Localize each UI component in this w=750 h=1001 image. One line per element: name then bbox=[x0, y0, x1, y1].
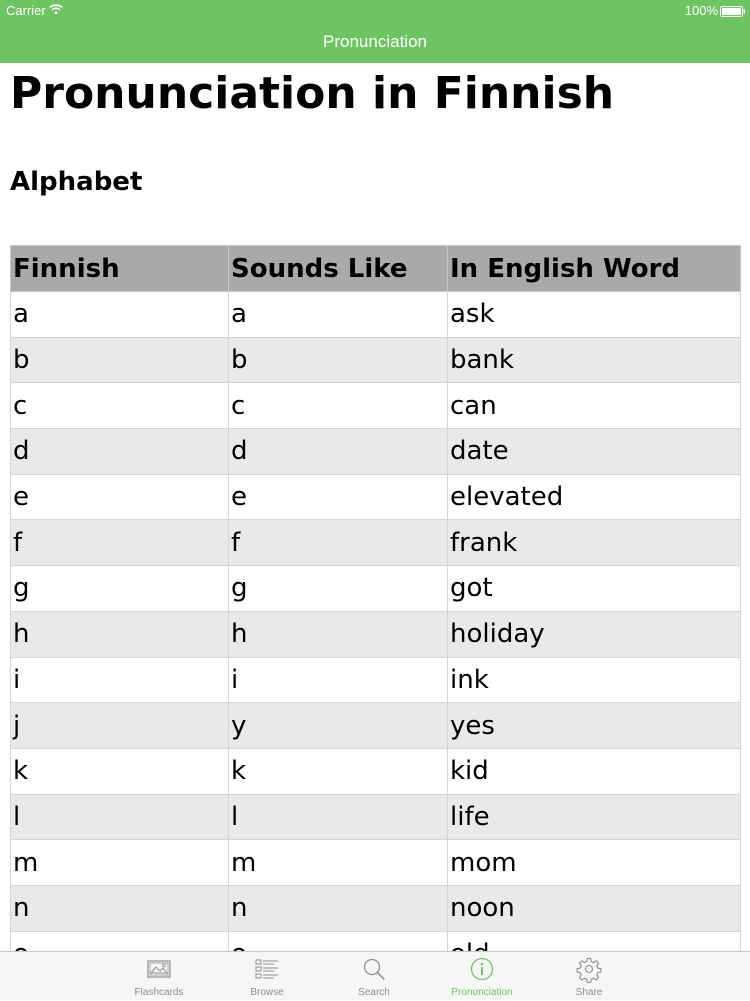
table-row bbox=[11, 383, 741, 429]
search-icon bbox=[361, 956, 387, 982]
cell-sounds-like: a bbox=[229, 292, 448, 338]
cell-english-word: mom bbox=[448, 840, 741, 886]
header-in-english-word: In English Word bbox=[448, 246, 741, 292]
table-row bbox=[11, 429, 741, 475]
cell-sounds-like: g bbox=[229, 566, 448, 612]
cell-english-word: elevated bbox=[448, 474, 741, 520]
cell-english-word: date bbox=[448, 429, 741, 475]
cell-english-word: got bbox=[448, 566, 741, 612]
cell-sounds-like: h bbox=[229, 611, 448, 657]
table-row bbox=[11, 703, 741, 749]
status-bar bbox=[0, 0, 750, 20]
cell-sounds-like: l bbox=[229, 794, 448, 840]
cell-english-word: bank bbox=[448, 337, 741, 383]
tab-flashcards[interactable] bbox=[119, 952, 199, 1001]
tab-pronunciation[interactable] bbox=[442, 952, 522, 1001]
tab-label: Pronunciation bbox=[451, 987, 513, 998]
info-icon bbox=[469, 956, 495, 982]
content-area[interactable] bbox=[0, 63, 750, 951]
cell-finnish: n bbox=[11, 885, 229, 931]
tab-search[interactable] bbox=[334, 952, 414, 1001]
table-row bbox=[11, 474, 741, 520]
cell-english-word: ink bbox=[448, 657, 741, 703]
list-icon bbox=[254, 956, 280, 982]
table-row bbox=[11, 520, 741, 566]
cell-english-word: frank bbox=[448, 520, 741, 566]
table-row bbox=[11, 657, 741, 703]
cell-sounds-like: y bbox=[229, 703, 448, 749]
tab-browse[interactable] bbox=[227, 952, 307, 1001]
tab-share[interactable] bbox=[549, 952, 629, 1001]
cell-finnish: d bbox=[11, 429, 229, 475]
cell-finnish: f bbox=[11, 520, 229, 566]
cell-sounds-like: i bbox=[229, 657, 448, 703]
navigation-bar bbox=[0, 20, 750, 63]
tab-label: Flashcards bbox=[134, 987, 184, 998]
table-row bbox=[11, 566, 741, 612]
alphabet-table bbox=[10, 245, 741, 977]
cell-sounds-like: n bbox=[229, 885, 448, 931]
cell-sounds-like: f bbox=[229, 520, 448, 566]
page-title: Pronunciation in Finnish bbox=[10, 68, 615, 119]
cell-english-word: kid bbox=[448, 748, 741, 794]
header-finnish: Finnish bbox=[11, 246, 229, 292]
nav-title: Pronunciation bbox=[323, 31, 427, 51]
cell-english-word: noon bbox=[448, 885, 741, 931]
cell-english-word: yes bbox=[448, 703, 741, 749]
tab-bar bbox=[0, 951, 750, 1000]
cell-finnish: g bbox=[11, 566, 229, 612]
table-row bbox=[11, 748, 741, 794]
image-icon bbox=[146, 956, 172, 982]
carrier-label: Carrier bbox=[6, 3, 46, 18]
section-title: Alphabet bbox=[10, 167, 143, 197]
header-sounds-like: Sounds Like bbox=[229, 246, 448, 292]
battery-icon bbox=[720, 5, 746, 20]
cell-finnish: i bbox=[11, 657, 229, 703]
cell-finnish: h bbox=[11, 611, 229, 657]
cell-sounds-like: k bbox=[229, 748, 448, 794]
cell-sounds-like: b bbox=[229, 337, 448, 383]
tab-label: Browse bbox=[250, 987, 284, 998]
cell-finnish: l bbox=[11, 794, 229, 840]
cell-english-word: can bbox=[448, 383, 741, 429]
wifi-icon bbox=[49, 3, 63, 18]
tab-label: Share bbox=[575, 987, 603, 998]
table-row bbox=[11, 794, 741, 840]
cell-english-word: life bbox=[448, 794, 741, 840]
cell-sounds-like: c bbox=[229, 383, 448, 429]
tab-label: Search bbox=[358, 987, 390, 998]
cell-finnish: c bbox=[11, 383, 229, 429]
table-row bbox=[11, 292, 741, 338]
cell-sounds-like: d bbox=[229, 429, 448, 475]
table-row bbox=[11, 840, 741, 886]
cell-finnish: m bbox=[11, 840, 229, 886]
cell-finnish: a bbox=[11, 292, 229, 338]
table-header-row bbox=[11, 246, 741, 292]
cell-finnish: j bbox=[11, 703, 229, 749]
cell-sounds-like: e bbox=[229, 474, 448, 520]
cell-finnish: k bbox=[11, 748, 229, 794]
table-row bbox=[11, 337, 741, 383]
table-row bbox=[11, 885, 741, 931]
cell-finnish: b bbox=[11, 337, 229, 383]
table-row bbox=[11, 611, 741, 657]
battery-percentage: 100% bbox=[684, 3, 718, 18]
cell-finnish: e bbox=[11, 474, 229, 520]
cell-sounds-like: m bbox=[229, 840, 448, 886]
cell-english-word: holiday bbox=[448, 611, 741, 657]
cell-english-word: ask bbox=[448, 292, 741, 338]
gear-icon bbox=[576, 956, 602, 982]
